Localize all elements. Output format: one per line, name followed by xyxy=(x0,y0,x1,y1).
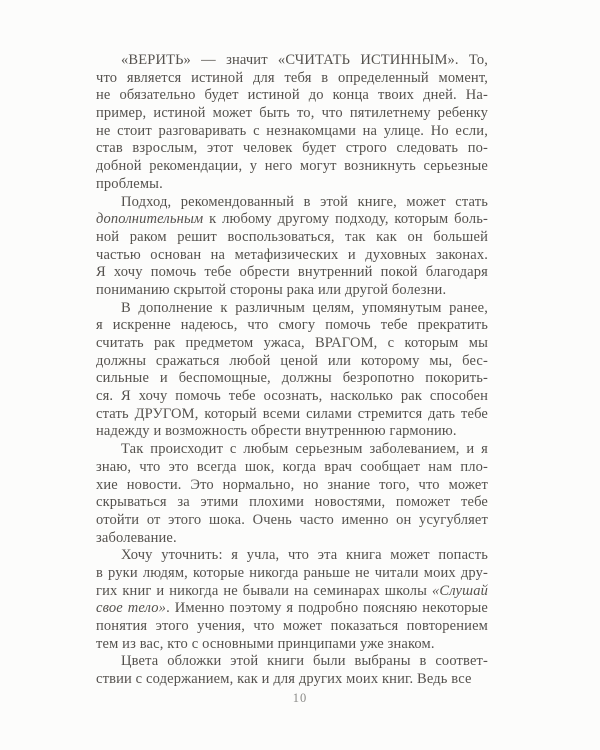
text-line: Хочу уточнить: я учла, что эта книга может попасть xyxy=(121,547,488,564)
text-line: Так происходит с любым серьезным заболеванием, и я xyxy=(121,441,488,458)
text-line: проблемы. xyxy=(96,175,163,192)
text-line: надежду и возможность обрести внутреннюю гармонию. xyxy=(96,423,457,440)
italic-text-run: свое тело» xyxy=(96,600,167,617)
italic-text-run: дополнительным xyxy=(96,211,204,228)
paragraph xyxy=(96,547,488,653)
text-line: Цвета обложки этой книги были выбраны в соответ- xyxy=(121,653,488,670)
text-line: считать рак предметом ужаса, ВРАГОМ, с которым мы xyxy=(96,335,488,351)
text-line: Подход, рекомендованный в этой книге, может стать xyxy=(121,193,488,210)
paragraph xyxy=(96,194,488,300)
text-line xyxy=(96,600,488,618)
italic-text-run: «Слушай xyxy=(432,582,488,599)
text-line: частью основан на метафизических и духовных законах. xyxy=(96,246,488,263)
text-line: стать ДРУГОМ, который всеми силами стремится дать тебе xyxy=(96,405,488,422)
text-run: . Именно поэтому я подробно поясняю некоторые xyxy=(166,600,488,617)
text-line: став взрослым, этот человек будет строго следовать по- xyxy=(96,140,488,157)
text-line: скрываться за этими плохими новостями, поможет тебе xyxy=(96,494,488,511)
text-line: что является истиной для тебя в определенный момент, xyxy=(96,69,488,86)
text-line: должны сражаться любой ценой или которому мы, бес- xyxy=(96,352,488,369)
paragraph xyxy=(96,52,488,194)
text-run: к любому другому подходу, которым боль- xyxy=(203,211,488,228)
text-line: тем из вас, кто с основными принципами уже знаком. xyxy=(96,635,435,652)
text-line: понятия этого учения, что может показаться повторением xyxy=(96,618,488,634)
text-line: пониманию скрытой стороны рака или другой болезни. xyxy=(96,281,447,298)
paragraph xyxy=(96,441,488,547)
text-line: не стоит разговаривать с незнакомцами на улице. Но если, xyxy=(96,122,488,139)
paragraph xyxy=(96,300,488,442)
text-line: в руки людям, которые никогда раньше не читали моих дру- xyxy=(96,564,488,581)
text-line: ствии с содержанием, как и для других моих книг. Ведь все xyxy=(96,671,472,688)
page-number: 10 xyxy=(292,691,308,705)
text-line: отойти от этого шока. Очень часто именно он усугубляет xyxy=(96,511,488,528)
text-run: гих книг и никогда не бывали на семинарах школы xyxy=(96,582,433,599)
text-line: В дополнение к различным целям, упомянутым ранее, xyxy=(121,299,488,316)
text-line: ной раком решит воспользоваться, так как он большей xyxy=(96,228,488,245)
text-line: сильные и беспомощные, должны безропотно покорить- xyxy=(96,370,488,387)
text-line: я искренне надеюсь, что смогу помочь тебе прекратить xyxy=(96,317,488,334)
page-text xyxy=(96,52,488,689)
text-line: не обязательно будет истиной до конца твоих дней. На- xyxy=(96,87,488,104)
text-line xyxy=(96,211,488,229)
text-line: пример, истиной может быть то, что пятилетнему ребенку xyxy=(96,105,488,122)
text-line xyxy=(96,583,488,601)
text-line: ся. Я хочу помочь тебе осознать, насколько рак способен xyxy=(96,388,488,405)
text-line: добной рекомендации, у него могут возникнуть серьезные xyxy=(96,158,488,175)
text-line: хие новости. Это нормально, но знание того, что может xyxy=(96,476,488,493)
text-line: Я хочу помочь тебе обрести внутренний покой благодаря xyxy=(96,264,488,281)
text-line: «ВЕРИТЬ» — значит «СЧИТАТЬ ИСТИННЫМ». То, xyxy=(121,52,488,68)
text-line: знаю, что это всегда шок, когда врач сообщает нам пло- xyxy=(96,458,488,475)
paragraph xyxy=(96,653,488,688)
text-line: заболевание. xyxy=(96,529,177,546)
